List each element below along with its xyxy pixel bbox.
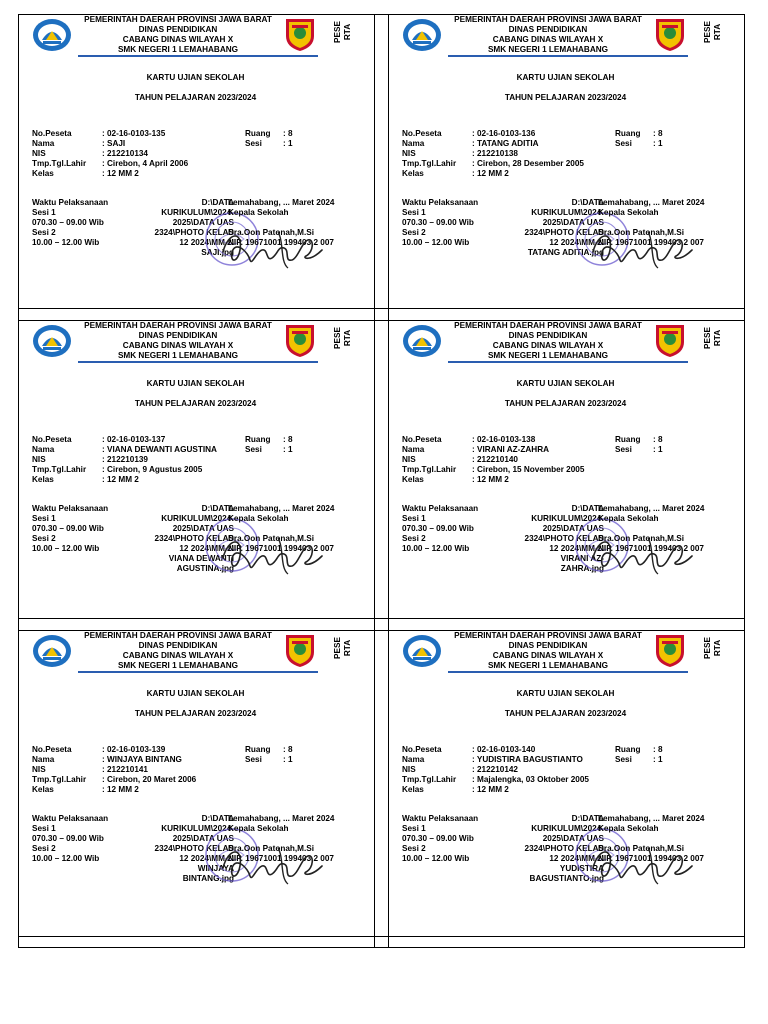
ruang-value: : 8 xyxy=(653,435,663,444)
sesi-value: : 1 xyxy=(653,755,663,764)
waktu-label: Waktu Pelaksanaan xyxy=(32,504,109,513)
photo-path-line: 2025\DATA UAS xyxy=(172,218,234,227)
room-session-labels xyxy=(245,745,270,765)
kelas-value: : 12 MM 2 xyxy=(472,785,509,794)
principal-name: Dra.Oon Patonah,M.Si xyxy=(228,228,314,237)
header-line4: SMK NEGERI 1 LEMAHABANG xyxy=(117,661,239,670)
sesi2-time: 10.00 – 12.00 Wib xyxy=(32,238,100,247)
photo-path-line: 2324\PHOTO KELAS xyxy=(524,534,604,543)
academic-year: TAHUN PELAJARAN 2023/2024 xyxy=(504,399,627,408)
principal-nip: NIP. 19671001 199403 2 007 xyxy=(228,238,334,247)
ttl-label: Tmp.Tgl.Lahir xyxy=(32,775,87,784)
grid-line-1 xyxy=(18,308,745,309)
nis-value: : 212210142 xyxy=(472,765,518,774)
nama-value: : WINJAYA BINTANG xyxy=(102,755,182,764)
waktu-label: Waktu Pelaksanaan xyxy=(402,814,479,823)
peserta-label: PESE RTA xyxy=(333,327,352,349)
sesi2-label: Sesi 2 xyxy=(32,844,56,853)
ttl-label: Tmp.Tgl.Lahir xyxy=(402,465,457,474)
nama-label: Nama xyxy=(402,755,425,764)
schedule xyxy=(402,198,478,248)
ttl-label: Tmp.Tgl.Lahir xyxy=(402,775,457,784)
exam-card-4 xyxy=(388,320,743,614)
ttl-label: Tmp.Tgl.Lahir xyxy=(32,465,87,474)
photo-path-line: 2324\PHOTO KELAS xyxy=(524,844,604,853)
header-line4: SMK NEGERI 1 LEMAHABANG xyxy=(117,351,239,360)
ttl-value: : Majalengka, 03 Oktober 2005 xyxy=(472,775,589,784)
header-line2: DINAS PENDIDIKAN xyxy=(508,331,588,340)
sesi-value: : 1 xyxy=(283,755,293,764)
sesi2-time: 10.00 – 12.00 Wib xyxy=(32,854,100,863)
header-underline xyxy=(78,361,318,363)
principal-role: Kepala Sekolah xyxy=(228,514,289,523)
room-session-values xyxy=(653,129,663,149)
photo-path-line: 2025\DATA UAS xyxy=(542,524,604,533)
no-peserta-value: : 02-16-0103-140 xyxy=(472,745,536,754)
ruang-value: : 8 xyxy=(653,745,663,754)
no-peserta-value: : 02-16-0103-138 xyxy=(472,435,536,444)
header-underline xyxy=(448,361,688,363)
schedule xyxy=(32,814,108,864)
header-line1: PEMERINTAH DAERAH PROVINSI JAWA BARAT xyxy=(84,631,272,640)
kelas-value: : 12 MM 2 xyxy=(102,475,139,484)
ruang-value: : 8 xyxy=(283,745,293,754)
room-session-values xyxy=(283,435,293,455)
no-peserta-label: No.Peseta xyxy=(32,435,72,444)
card-title: KARTU UJIAN SEKOLAH xyxy=(516,689,615,698)
sesi1-label: Sesi 1 xyxy=(402,514,426,523)
kelas-label: Kelas xyxy=(32,785,54,794)
photo-path-line: 2324\PHOTO KELAS xyxy=(154,844,234,853)
nis-label: NIS xyxy=(402,455,416,464)
sesi-label: Sesi xyxy=(615,445,632,454)
school-header xyxy=(73,631,283,671)
photo-path-line: AGUSTINA.jpg xyxy=(176,564,234,573)
ruang-label: Ruang xyxy=(615,745,641,754)
no-peserta-value: : 02-16-0103-139 xyxy=(102,745,166,754)
sesi1-label: Sesi 1 xyxy=(402,824,426,833)
sesi-label: Sesi xyxy=(615,755,632,764)
kelas-label: Kelas xyxy=(32,169,54,178)
photo-path-line: D:\DATA xyxy=(571,198,604,207)
nis-label: NIS xyxy=(32,455,46,464)
schedule xyxy=(402,504,478,554)
header-line1: PEMERINTAH DAERAH PROVINSI JAWA BARAT xyxy=(454,321,642,330)
ttl-label: Tmp.Tgl.Lahir xyxy=(402,159,457,168)
sesi1-label: Sesi 1 xyxy=(32,824,56,833)
principal-name: Dra.Oon Patonah,M.Si xyxy=(228,844,314,853)
principal-role: Kepala Sekolah xyxy=(598,514,659,523)
photo-path-line: D:\DATA xyxy=(201,814,234,823)
handwritten-signature-icon xyxy=(588,528,698,576)
room-session-labels xyxy=(615,435,640,455)
kelas-label: Kelas xyxy=(402,475,424,484)
ttl-value: : Cirebon, 20 Maret 2006 xyxy=(102,775,197,784)
school-shield-logo-icon xyxy=(284,16,316,52)
card-title: KARTU UJIAN SEKOLAH xyxy=(146,689,245,698)
kelas-label: Kelas xyxy=(402,169,424,178)
schedule xyxy=(32,504,108,554)
sesi1-time: 070.30 – 09.00 Wib xyxy=(32,218,104,227)
nis-value: : 212210139 xyxy=(102,455,148,464)
tut-wuri-handayani-logo-icon xyxy=(402,634,442,668)
room-session-values xyxy=(653,745,663,765)
no-peserta-label: No.Peseta xyxy=(402,745,442,754)
kelas-label: Kelas xyxy=(402,785,424,794)
peserta-label: PESE RTA xyxy=(703,21,722,43)
grid-vline-right xyxy=(744,14,745,947)
sesi2-time: 10.00 – 12.00 Wib xyxy=(402,544,470,553)
no-peserta-label: No.Peseta xyxy=(402,435,442,444)
photo-path-line: KURIKULUM\2024- xyxy=(161,824,234,833)
kelas-value: : 12 MM 2 xyxy=(472,169,509,178)
sesi1-label: Sesi 1 xyxy=(32,514,56,523)
header-underline xyxy=(448,55,688,57)
handwritten-signature-icon xyxy=(588,838,698,886)
kelas-value: : 12 MM 2 xyxy=(102,785,139,794)
sesi1-label: Sesi 1 xyxy=(402,208,426,217)
photo-path-line: 12 2024\MM 2\ xyxy=(549,854,604,863)
principal-role: Kepala Sekolah xyxy=(228,208,289,217)
grid-line-5 xyxy=(18,936,745,937)
sesi2-label: Sesi 2 xyxy=(32,534,56,543)
sesi2-time: 10.00 – 12.00 Wib xyxy=(32,544,100,553)
no-peserta-label: No.Peseta xyxy=(32,745,72,754)
ruang-label: Ruang xyxy=(245,435,271,444)
handwritten-signature-icon xyxy=(218,528,328,576)
photo-path-line: 2324\PHOTO KELAS xyxy=(524,228,604,237)
nama-label: Nama xyxy=(32,139,55,148)
header-underline xyxy=(448,671,688,673)
nama-label: Nama xyxy=(402,445,425,454)
photo-path-line: 2324\PHOTO KELAS xyxy=(154,534,234,543)
tut-wuri-handayani-logo-icon xyxy=(32,634,72,668)
photo-path-line: TATANG ADITIA.jpg xyxy=(527,248,604,257)
ruang-value: : 8 xyxy=(283,435,293,444)
sesi1-time: 070.30 – 09.00 Wib xyxy=(32,524,104,533)
header-line3: CABANG DINAS WILAYAH X xyxy=(492,651,604,660)
place-date: Lemahabang, ... Maret 2024 xyxy=(598,198,705,207)
sesi-label: Sesi xyxy=(615,139,632,148)
header-line1: PEMERINTAH DAERAH PROVINSI JAWA BARAT xyxy=(454,15,642,24)
kelas-label: Kelas xyxy=(32,475,54,484)
photo-path-line: WINJAYA xyxy=(197,864,234,873)
ttl-value: : Cirebon, 9 Agustus 2005 xyxy=(102,465,203,474)
ruang-label: Ruang xyxy=(615,435,641,444)
no-peserta-label: No.Peseta xyxy=(32,129,72,138)
header-line4: SMK NEGERI 1 LEMAHABANG xyxy=(117,45,239,54)
photo-path-line: D:\DATA xyxy=(571,504,604,513)
school-header xyxy=(443,321,653,361)
header-line1: PEMERINTAH DAERAH PROVINSI JAWA BARAT xyxy=(84,321,272,330)
photo-path-line: 2025\DATA UAS xyxy=(172,834,234,843)
photo-path-line: D:\DATA xyxy=(571,814,604,823)
no-peserta-value: : 02-16-0103-136 xyxy=(472,129,536,138)
header-line4: SMK NEGERI 1 LEMAHABANG xyxy=(487,351,609,360)
principal-name: Dra.Oon Patonah,M.Si xyxy=(598,534,684,543)
school-header xyxy=(443,15,653,55)
header-line1: PEMERINTAH DAERAH PROVINSI JAWA BARAT xyxy=(84,15,272,24)
exam-card-1 xyxy=(18,14,373,308)
place-date: Lemahabang, ... Maret 2024 xyxy=(598,814,705,823)
header-line3: CABANG DINAS WILAYAH X xyxy=(492,341,604,350)
card-title: KARTU UJIAN SEKOLAH xyxy=(146,73,245,82)
room-session-labels xyxy=(615,129,640,149)
card-title: KARTU UJIAN SEKOLAH xyxy=(516,73,615,82)
sesi-label: Sesi xyxy=(245,139,262,148)
header-line2: DINAS PENDIDIKAN xyxy=(138,25,218,34)
sesi1-time: 070.30 – 09.00 Wib xyxy=(402,218,474,227)
sesi1-time: 070.30 – 09.00 Wib xyxy=(32,834,104,843)
sesi2-label: Sesi 2 xyxy=(402,534,426,543)
academic-year: TAHUN PELAJARAN 2023/2024 xyxy=(504,709,627,718)
header-line2: DINAS PENDIDIKAN xyxy=(508,25,588,34)
nis-label: NIS xyxy=(32,765,46,774)
principal-name: Dra.Oon Patonah,M.Si xyxy=(228,534,314,543)
exam-card-5 xyxy=(18,630,373,924)
ruang-label: Ruang xyxy=(615,129,641,138)
header-line2: DINAS PENDIDIKAN xyxy=(138,331,218,340)
sesi-value: : 1 xyxy=(283,139,293,148)
header-line3: CABANG DINAS WILAYAH X xyxy=(122,35,234,44)
peserta-label: PESE RTA xyxy=(703,327,722,349)
photo-path-line: BINTANG.jpg xyxy=(182,874,234,883)
card-title: KARTU UJIAN SEKOLAH xyxy=(146,379,245,388)
waktu-label: Waktu Pelaksanaan xyxy=(402,198,479,207)
photo-path-line: BAGUSTIANTO.jpg xyxy=(529,874,604,883)
no-peserta-value: : 02-16-0103-137 xyxy=(102,435,166,444)
ttl-value: : Cirebon, 28 Desember 2005 xyxy=(472,159,584,168)
waktu-label: Waktu Pelaksanaan xyxy=(32,198,109,207)
header-line1: PEMERINTAH DAERAH PROVINSI JAWA BARAT xyxy=(454,631,642,640)
principal-nip: NIP. 19671001 199403 2 007 xyxy=(598,544,704,553)
room-session-values xyxy=(283,129,293,149)
tut-wuri-handayani-logo-icon xyxy=(402,324,442,358)
tut-wuri-handayani-logo-icon xyxy=(32,18,72,52)
card-title: KARTU UJIAN SEKOLAH xyxy=(516,379,615,388)
room-session-labels xyxy=(615,745,640,765)
nama-label: Nama xyxy=(32,755,55,764)
grid-line-bottom xyxy=(18,947,745,948)
header-line3: CABANG DINAS WILAYAH X xyxy=(122,341,234,350)
school-header xyxy=(73,321,283,361)
peserta-label: PESE RTA xyxy=(703,637,722,659)
exam-card-2 xyxy=(388,14,743,308)
header-line2: DINAS PENDIDIKAN xyxy=(138,641,218,650)
place-date: Lemahabang, ... Maret 2024 xyxy=(228,198,335,207)
sesi-value: : 1 xyxy=(283,445,293,454)
photo-path-line: VIANA DEWANTI xyxy=(168,554,234,563)
sesi2-time: 10.00 – 12.00 Wib xyxy=(402,238,470,247)
sesi1-label: Sesi 1 xyxy=(32,208,56,217)
header-underline xyxy=(78,671,318,673)
handwritten-signature-icon xyxy=(218,838,328,886)
ruang-label: Ruang xyxy=(245,745,271,754)
photo-path-line: 12 2024\MM 2\ xyxy=(179,544,234,553)
sesi-value: : 1 xyxy=(653,139,663,148)
school-header xyxy=(73,15,283,55)
photo-path-line: ZAHRA.jpg xyxy=(560,564,604,573)
place-date: Lemahabang, ... Maret 2024 xyxy=(228,814,335,823)
academic-year: TAHUN PELAJARAN 2023/2024 xyxy=(134,709,257,718)
nis-label: NIS xyxy=(402,149,416,158)
header-line3: CABANG DINAS WILAYAH X xyxy=(122,651,234,660)
waktu-label: Waktu Pelaksanaan xyxy=(402,504,479,513)
nama-label: Nama xyxy=(402,139,425,148)
nama-value: : TATANG ADITIA xyxy=(472,139,539,148)
nis-value: : 212210134 xyxy=(102,149,148,158)
nama-value: : SAJI xyxy=(102,139,126,148)
photo-path-line: 12 2024\MM 2\ xyxy=(549,544,604,553)
school-shield-logo-icon xyxy=(654,16,686,52)
tut-wuri-handayani-logo-icon xyxy=(402,18,442,52)
waktu-label: Waktu Pelaksanaan xyxy=(32,814,109,823)
academic-year: TAHUN PELAJARAN 2023/2024 xyxy=(504,93,627,102)
nama-value: : YUDISTIRA BAGUSTIANTO xyxy=(472,755,583,764)
photo-path-line: KURIKULUM\2024- xyxy=(161,514,234,523)
schedule xyxy=(32,198,108,248)
exam-card-6 xyxy=(388,630,743,924)
tut-wuri-handayani-logo-icon xyxy=(32,324,72,358)
school-header xyxy=(443,631,653,671)
nama-value: : VIRANI AZ-ZAHRA xyxy=(472,445,550,454)
room-session-labels xyxy=(245,129,270,149)
principal-nip: NIP. 19671001 199403 2 007 xyxy=(228,854,334,863)
principal-role: Kepala Sekolah xyxy=(598,824,659,833)
academic-year: TAHUN PELAJARAN 2023/2024 xyxy=(134,93,257,102)
grid-vline-mid1 xyxy=(374,14,375,947)
photo-path-line: D:\DATA xyxy=(201,504,234,513)
place-date: Lemahabang, ... Maret 2024 xyxy=(228,504,335,513)
nama-label: Nama xyxy=(32,445,55,454)
principal-nip: NIP. 19671001 199403 2 007 xyxy=(598,238,704,247)
photo-path-line: KURIKULUM\2024- xyxy=(531,208,604,217)
photo-path-line: 2025\DATA UAS xyxy=(542,834,604,843)
nis-value: : 212210140 xyxy=(472,455,518,464)
sesi2-label: Sesi 2 xyxy=(402,844,426,853)
principal-name: Dra.Oon Patonah,M.Si xyxy=(598,844,684,853)
principal-role: Kepala Sekolah xyxy=(228,824,289,833)
photo-path-line: 12 2024\MM 2\ xyxy=(549,238,604,247)
photo-path-line: SAJI.jpg xyxy=(201,248,234,257)
photo-path-line: KURIKULUM\2024- xyxy=(531,514,604,523)
ruang-label: Ruang xyxy=(245,129,271,138)
sesi2-label: Sesi 2 xyxy=(402,228,426,237)
room-session-labels xyxy=(245,435,270,455)
peserta-label: PESE RTA xyxy=(333,637,352,659)
photo-path-line: YUDISTIRA xyxy=(559,864,604,873)
header-line3: CABANG DINAS WILAYAH X xyxy=(492,35,604,44)
nis-value: : 212210138 xyxy=(472,149,518,158)
photo-path-line: 2025\DATA UAS xyxy=(172,524,234,533)
sesi2-time: 10.00 – 12.00 Wib xyxy=(402,854,470,863)
nis-value: : 212210141 xyxy=(102,765,148,774)
header-underline xyxy=(78,55,318,57)
principal-nip: NIP. 19671001 199403 2 007 xyxy=(598,854,704,863)
handwritten-signature-icon xyxy=(588,222,698,270)
school-shield-logo-icon xyxy=(284,322,316,358)
ruang-value: : 8 xyxy=(283,129,293,138)
sesi2-label: Sesi 2 xyxy=(32,228,56,237)
school-shield-logo-icon xyxy=(654,632,686,668)
ttl-label: Tmp.Tgl.Lahir xyxy=(32,159,87,168)
kelas-value: : 12 MM 2 xyxy=(102,169,139,178)
exam-card-3 xyxy=(18,320,373,614)
school-shield-logo-icon xyxy=(654,322,686,358)
ruang-value: : 8 xyxy=(653,129,663,138)
sesi1-time: 070.30 – 09.00 Wib xyxy=(402,524,474,533)
sesi-label: Sesi xyxy=(245,445,262,454)
grid-line-3 xyxy=(18,618,745,619)
sesi1-time: 070.30 – 09.00 Wib xyxy=(402,834,474,843)
photo-path-line: KURIKULUM\2024- xyxy=(531,824,604,833)
nis-label: NIS xyxy=(402,765,416,774)
photo-path-line: VIRANI AZ- xyxy=(560,554,604,563)
ttl-value: : Cirebon, 4 April 2006 xyxy=(102,159,189,168)
header-line2: DINAS PENDIDIKAN xyxy=(508,641,588,650)
peserta-label: PESE RTA xyxy=(333,21,352,43)
header-line4: SMK NEGERI 1 LEMAHABANG xyxy=(487,45,609,54)
place-date: Lemahabang, ... Maret 2024 xyxy=(598,504,705,513)
sesi-value: : 1 xyxy=(653,445,663,454)
photo-path-line: KURIKULUM\2024- xyxy=(161,208,234,217)
photo-path-line: D:\DATA xyxy=(201,198,234,207)
handwritten-signature-icon xyxy=(218,222,328,270)
sesi-label: Sesi xyxy=(245,755,262,764)
room-session-values xyxy=(283,745,293,765)
nama-value: : VIANA DEWANTI AGUSTINA xyxy=(102,445,217,454)
photo-path-line: 2324\PHOTO KELAS xyxy=(154,228,234,237)
no-peserta-value: : 02-16-0103-135 xyxy=(102,129,166,138)
kelas-value: : 12 MM 2 xyxy=(472,475,509,484)
principal-role: Kepala Sekolah xyxy=(598,208,659,217)
principal-nip: NIP. 19671001 199403 2 007 xyxy=(228,544,334,553)
photo-path-line: 12 2024\MM 2\ xyxy=(179,238,234,247)
ttl-value: : Cirebon, 15 November 2005 xyxy=(472,465,585,474)
photo-path-line: 12 2024\MM 2\ xyxy=(179,854,234,863)
academic-year: TAHUN PELAJARAN 2023/2024 xyxy=(134,399,257,408)
principal-name: Dra.Oon Patonah,M.Si xyxy=(598,228,684,237)
nis-label: NIS xyxy=(32,149,46,158)
school-shield-logo-icon xyxy=(284,632,316,668)
room-session-values xyxy=(653,435,663,455)
photo-path-line: 2025\DATA UAS xyxy=(542,218,604,227)
schedule xyxy=(402,814,478,864)
header-line4: SMK NEGERI 1 LEMAHABANG xyxy=(487,661,609,670)
no-peserta-label: No.Peseta xyxy=(402,129,442,138)
